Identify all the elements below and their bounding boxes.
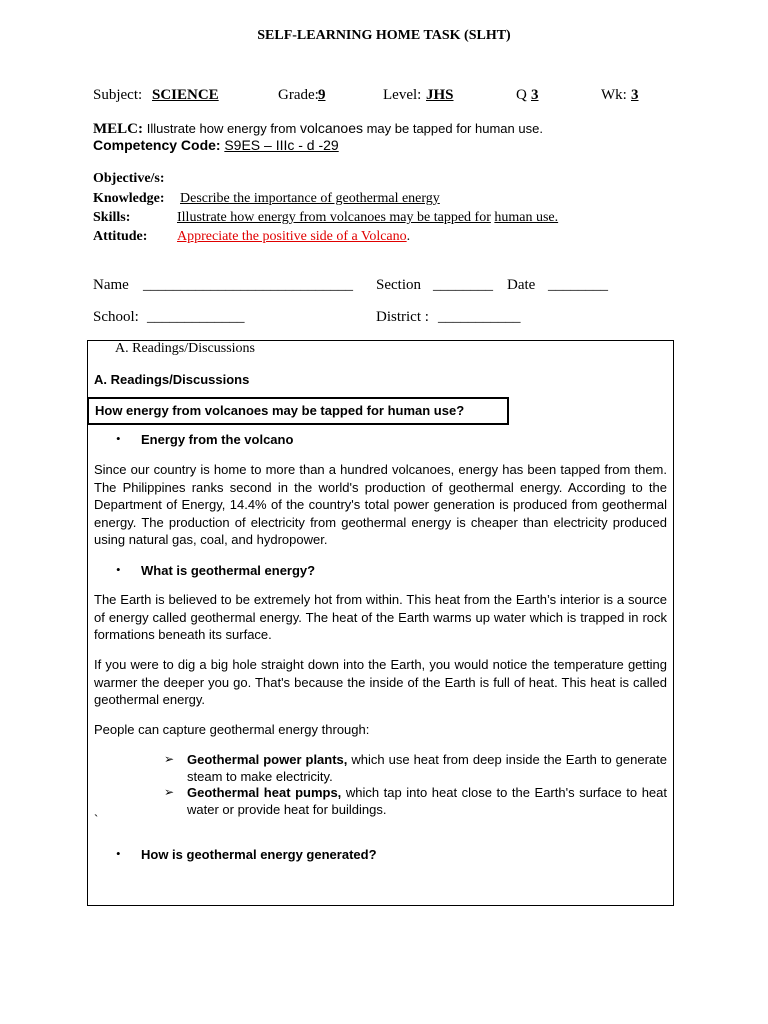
paragraph-1: Since our country is home to more than a hundred volcanoes, energy has been tapped from them. The Philippines ranks second in the world's production of geothermal energy. According to the Department of Energy, 14.4% of the country's total power generation is produced from geothermal energy. The production of electricity from geothermal energy is cheaper than electricity produced using natural gas, coal, and hydropower. xyxy=(94,462,667,547)
stray-mark: ` xyxy=(94,812,99,827)
bullet-icon: • xyxy=(116,846,121,861)
competency-line xyxy=(93,137,339,155)
school-label: School: xyxy=(93,309,139,325)
competency-code: S9ES – IIIc - d -29 xyxy=(224,137,339,153)
section-heading: A. Readings/Discussions xyxy=(94,372,250,387)
district-label: District : xyxy=(376,309,429,325)
paragraph-3: If you were to dig a big hole straight down into the Earth, you would notice the temperature getting warmer the deeper you go. That's because the inside of the Earth is full of heat. This heat is called geothermal energy. xyxy=(94,657,667,707)
bullet-icon: • xyxy=(116,431,121,446)
subject-value: SCIENCE xyxy=(152,87,219,103)
grade-label: Grade: xyxy=(278,87,319,103)
section-field[interactable]: ________ xyxy=(433,277,493,293)
attitude-text: Appreciate the positive side of a Volcano xyxy=(177,229,407,244)
district-field[interactable]: ___________ xyxy=(438,309,521,325)
week-label: Wk: xyxy=(601,87,627,103)
knowledge-label: Knowledge: xyxy=(93,191,165,206)
level-value: JHS xyxy=(426,87,454,103)
paragraph-2: The Earth is believed to be extremely hot from within. This heat from the Earth’s interior is a source of energy called geothermal energy. The heat of the Earth warms up water which is trapped in rock formations beneath its surface. xyxy=(94,592,667,642)
bullet-heading-3: How is geothermal energy generated? xyxy=(141,847,377,862)
arrow-bullet-icon: ➢ xyxy=(164,785,175,799)
quarter-value: 3 xyxy=(531,87,539,103)
melc-text-1: Illustrate how energy from xyxy=(146,121,300,136)
sub-item-2 xyxy=(187,785,667,818)
sub-item-2-text: which tap into heat close to the Earth's surface to heat water or provide heat for buildings. xyxy=(187,785,667,817)
bullet-heading-1: Energy from the volcano xyxy=(141,432,294,447)
sub-item-1-bold: Geothermal power plants, xyxy=(187,752,348,767)
melc-line xyxy=(93,120,543,138)
name-label: Name xyxy=(93,277,129,293)
question-text: How energy from volcanoes may be tapped for human use? xyxy=(95,403,465,418)
sub-item-2-bold: Geothermal heat pumps, xyxy=(187,785,342,800)
skills-text-1: Illustrate how energy from volcanoes may be tapped for xyxy=(177,210,491,225)
school-field[interactable]: _____________ xyxy=(147,309,245,325)
sub-item-1 xyxy=(187,752,667,785)
page-title: SELF-LEARNING HOME TASK (SLHT) xyxy=(257,28,511,43)
question-box xyxy=(87,397,509,425)
list-heading: A. Readings/Discussions xyxy=(115,341,255,356)
quarter-label: Q xyxy=(516,87,527,103)
objectives-heading: Objective/s: xyxy=(93,171,165,186)
bullet-icon: • xyxy=(116,562,121,577)
subject-label: Subject: xyxy=(93,87,143,103)
attitude-period: . xyxy=(406,229,411,244)
melc-text-3: may be tapped for human use. xyxy=(362,121,543,136)
week-value: 3 xyxy=(631,87,639,103)
competency-label: Competency Code: xyxy=(93,137,221,153)
attitude-row xyxy=(93,229,410,245)
melc-label: MELC: xyxy=(93,121,143,137)
melc-text-2: volcanoes xyxy=(299,120,363,136)
attitude-label: Attitude: xyxy=(93,229,148,244)
knowledge-row xyxy=(93,191,440,207)
level-label: Level: xyxy=(383,87,422,103)
name-field[interactable]: ____________________________ xyxy=(143,277,353,293)
date-label: Date xyxy=(507,277,536,293)
knowledge-text: Describe the importance of geothermal energy xyxy=(180,191,440,206)
skills-row xyxy=(93,210,558,226)
date-field[interactable]: ________ xyxy=(548,277,608,293)
arrow-bullet-icon: ➢ xyxy=(164,752,175,766)
skills-text-2: human use. xyxy=(494,210,559,225)
grade-value: 9 xyxy=(318,87,326,103)
bullet-heading-2: What is geothermal energy? xyxy=(141,563,316,578)
skills-label: Skills: xyxy=(93,210,131,225)
sub-item-1-text: which use heat from deep inside the Earth to generate steam to make electricity. xyxy=(187,752,667,784)
section-label: Section xyxy=(376,277,421,293)
paragraph-4: People can capture geothermal energy through: xyxy=(94,722,370,737)
